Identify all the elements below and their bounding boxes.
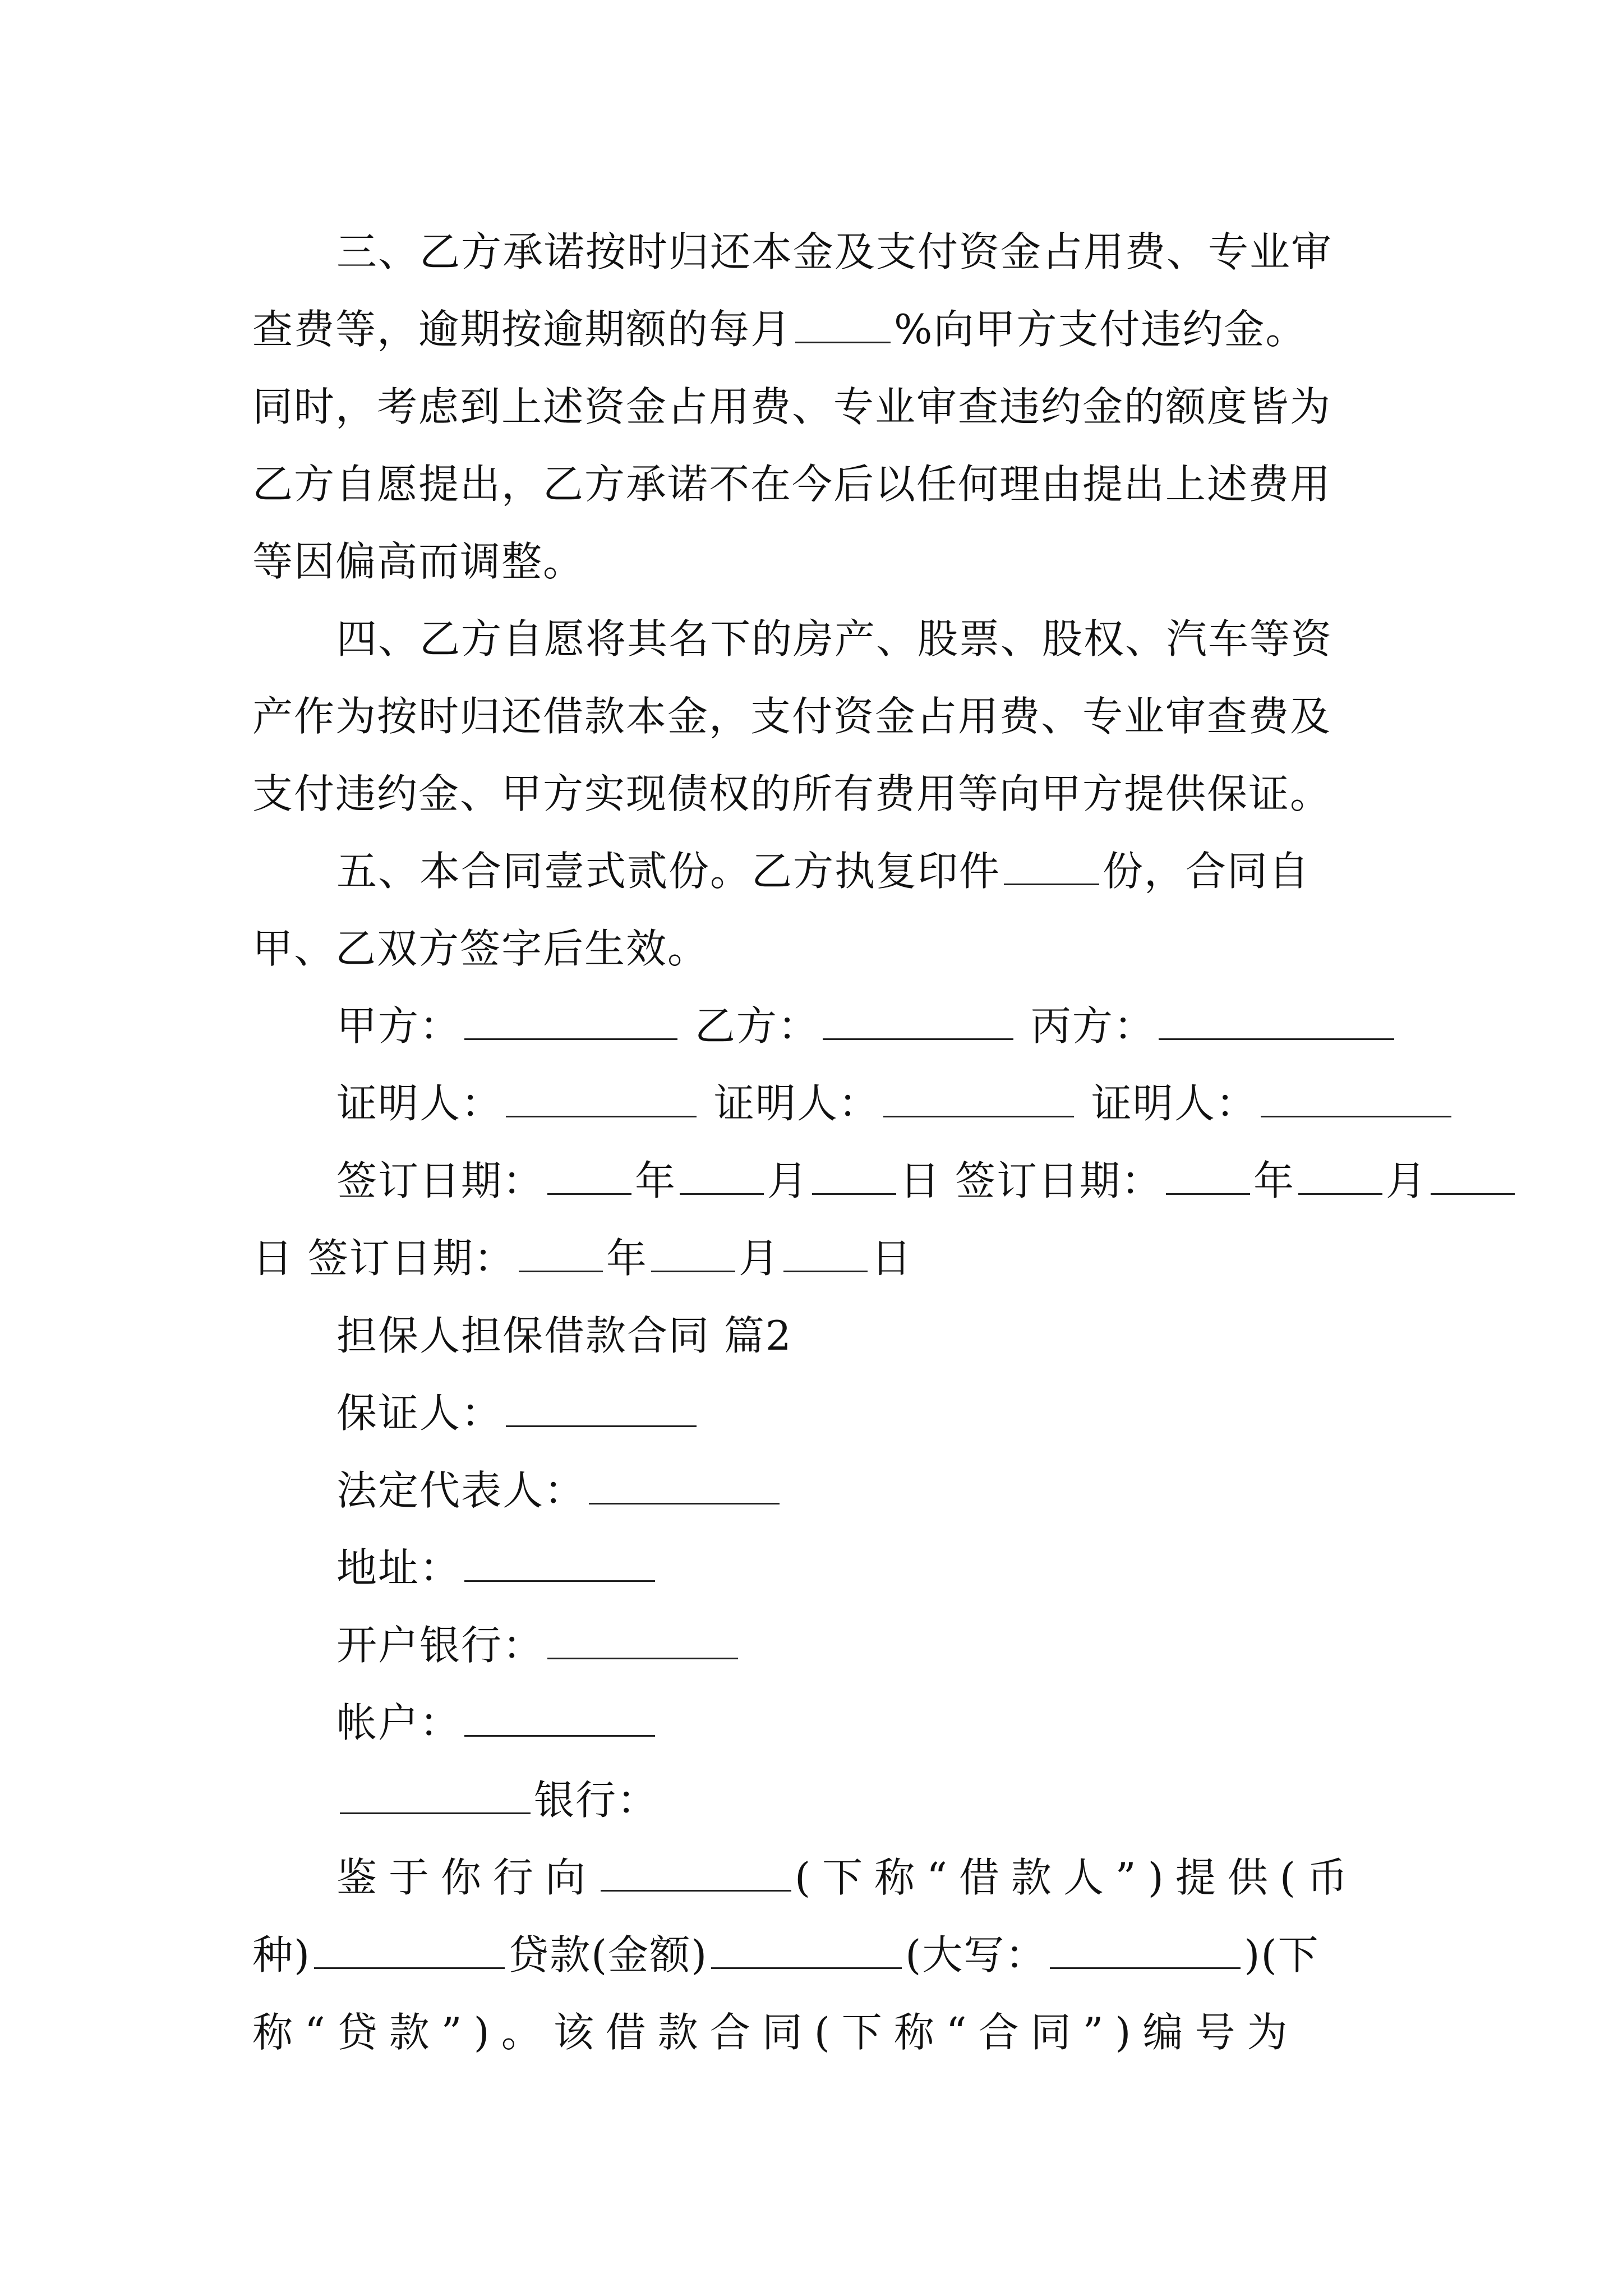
- account-line: 帐户：: [252, 1684, 1385, 1761]
- blank-party-a: [464, 1004, 677, 1040]
- blank-month: [651, 1236, 735, 1272]
- clause4-line2: 产作为按时归还借款本金，支付资金占用费、专业审查费及: [252, 693, 1332, 740]
- blank-bank-name: [340, 1778, 531, 1814]
- clause5-line2: 甲、乙双方签字后生效。: [252, 925, 709, 972]
- clause3-line1: 三、乙方承诺按时归还本金及支付资金占用费、专业审: [336, 228, 1333, 275]
- clause3-line3: 同时，考虑到上述资金占用费、专业审查违约金的额度皆为: [252, 383, 1332, 430]
- witness-line: 证明人： 证明人： 证明人：: [252, 1065, 1385, 1142]
- blank-guarantor: [506, 1391, 697, 1427]
- paragraph-line3: 称“贷款”)。该借款合同(下称“合同”)编号为: [252, 2009, 1299, 2056]
- clause4-line1: 四、乙方自愿将其名下的房产、股票、股权、汽车等资: [336, 615, 1333, 662]
- address-line: 地址：: [252, 1529, 1385, 1607]
- blank-party-b: [823, 1004, 1013, 1040]
- legal-rep-line: 法定代表人：: [252, 1452, 1385, 1529]
- blank-borrower: [601, 1855, 791, 1892]
- blank-year: [547, 1158, 631, 1195]
- blank-party-c: [1159, 1004, 1394, 1040]
- blank-day: [812, 1158, 896, 1195]
- sign-date-line1: 签订日期： 年 月 日 签订日期： 年 月: [252, 1142, 1385, 1220]
- blank-legal-rep: [589, 1468, 780, 1504]
- blank-copies: [1004, 849, 1099, 885]
- blank-day: [783, 1236, 868, 1272]
- parties-line: 甲方： 乙方： 丙方：: [252, 987, 1385, 1065]
- blank-witness-b: [883, 1081, 1074, 1117]
- paragraph-line1: 鉴于你行向 (下称“借款人”)提供(币: [336, 1854, 1359, 1901]
- paragraph-line2: 种) 贷款(金额) (大写： )(下: [252, 1931, 1320, 1978]
- blank-witness-c: [1261, 1081, 1451, 1117]
- bank-suffix-line: 银行：: [252, 1761, 1385, 1839]
- blank-amount: [711, 1932, 902, 1969]
- blank-address: [464, 1545, 655, 1582]
- blank-witness-a: [506, 1081, 697, 1117]
- blank-account: [464, 1700, 655, 1737]
- blank-month: [1298, 1158, 1382, 1195]
- blank-amount-words: [1050, 1932, 1241, 1969]
- clause4-line3: 支付违约金、甲方实现债权的所有费用等向甲方提供保证。: [252, 770, 1332, 817]
- document-page: [252, 213, 1427, 2071]
- sign-date-line2: 日 签订日期： 年 月 日: [252, 1235, 912, 1282]
- blank-month: [680, 1158, 764, 1195]
- guarantor-line: 保证人：: [252, 1374, 1385, 1452]
- blank-year: [519, 1236, 603, 1272]
- blank-rate: [795, 307, 891, 343]
- blank-currency: [314, 1932, 505, 1969]
- clause3-line5: 等因偏高而调整。: [252, 538, 585, 585]
- clause5-line1: 五、本合同壹式贰份。乙方执复印件 份，合同自: [336, 848, 1311, 895]
- blank-day: [1431, 1158, 1515, 1195]
- blank-bank: [547, 1623, 738, 1659]
- clause3-line4: 乙方自愿提出，乙方承诺不在今后以任何理由提出上述费用: [252, 461, 1332, 508]
- section-title: 担保人担保借款合同 篇2: [336, 1312, 792, 1359]
- clause3-line2: 查费等，逾期按逾期额的每月 %向甲方支付违约金。: [252, 306, 1307, 353]
- bank-line: 开户银行：: [252, 1607, 1385, 1684]
- blank-year: [1166, 1158, 1250, 1195]
